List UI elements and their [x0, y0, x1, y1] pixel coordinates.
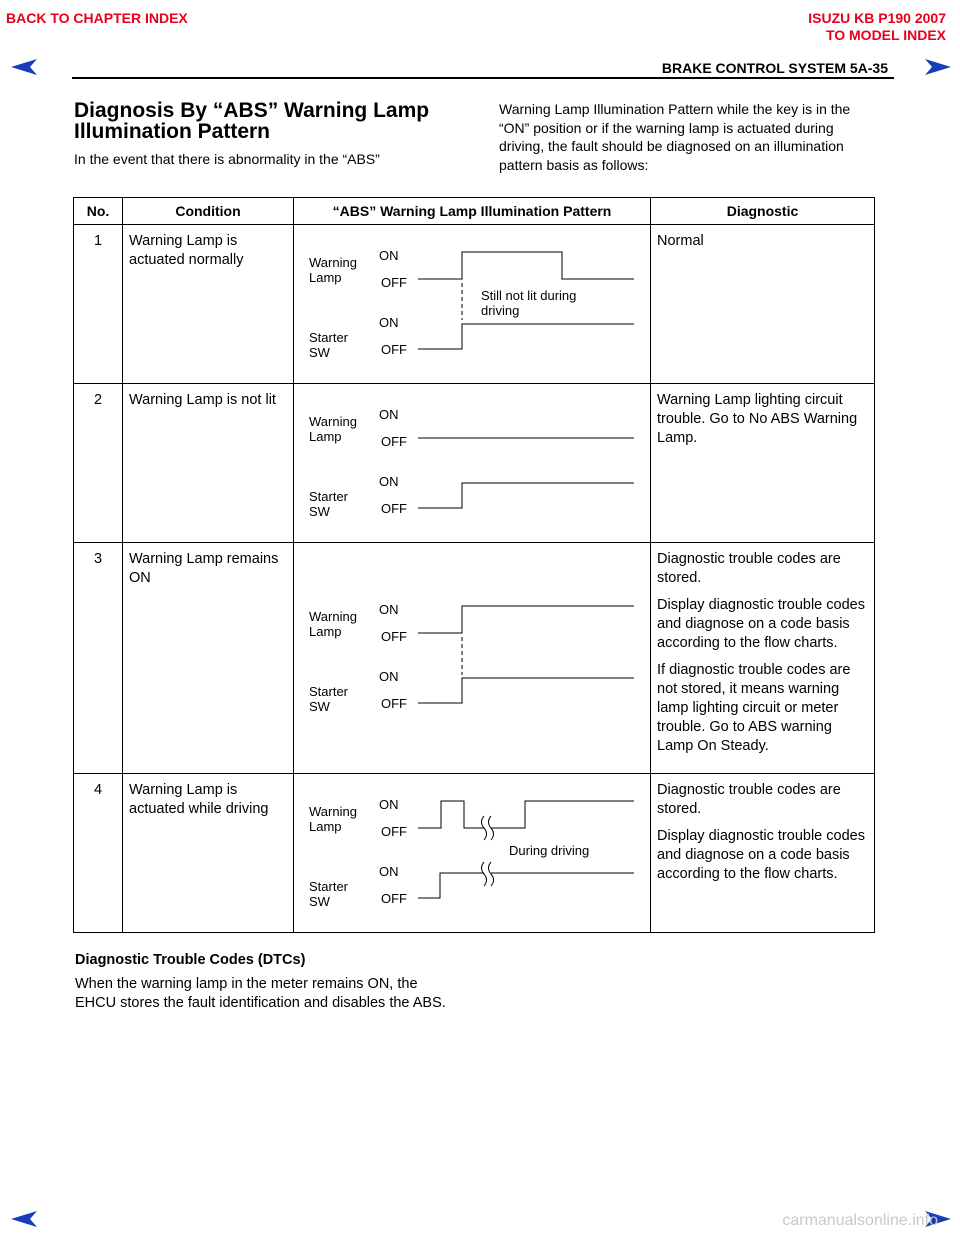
header-condition: Condition: [123, 198, 294, 225]
previous-page-bottom-arrow-icon[interactable]: [10, 1210, 38, 1228]
table-row: [74, 543, 875, 774]
header-pattern: “ABS” Warning Lamp Illumination Pattern: [294, 198, 651, 225]
on-label: ON: [379, 248, 399, 263]
warning-lamp-waveform: [418, 801, 484, 828]
off-label: OFF: [381, 275, 407, 290]
on-label: ON: [379, 602, 399, 617]
warning-label-line2: Lamp: [309, 819, 342, 834]
off-label: OFF: [381, 629, 407, 644]
intro-text-right: Warning Lamp Illumination Pattern while the key is in the “ON” position or if the warning lamp is actuated during driving, the fault should be diagnosed on an illumination pattern basis as follows:: [499, 101, 851, 173]
intro-text-left: In the event that there is abnormality in the “ABS”: [74, 151, 380, 167]
section-title: BRAKE CONTROL SYSTEM 5A-35: [661, 60, 888, 76]
header-no: No.: [74, 198, 123, 225]
previous-page-arrow-icon[interactable]: [10, 58, 38, 76]
to-model-index-link[interactable]: TO MODEL INDEX: [825, 27, 946, 43]
starter-sw-waveform: [418, 873, 484, 898]
dtc-paragraph: When the warning lamp in the meter remains ON, the EHCU stores the fault identification and disables the ABS.: [75, 976, 446, 1011]
starter-label-line1: Starter: [309, 684, 349, 699]
warning-label-line1: Warning: [309, 255, 357, 270]
starter-label-line1: Starter: [309, 330, 349, 345]
pattern-note: During driving: [509, 843, 590, 858]
on-label: ON: [379, 669, 399, 684]
model-name-link[interactable]: ISUZU KB P190 2007: [808, 10, 946, 26]
illumination-pattern-table: [73, 197, 875, 933]
warning-lamp-waveform: [418, 252, 634, 279]
on-label: ON: [379, 797, 399, 812]
starter-sw-waveform: [418, 678, 634, 703]
starter-label-line1: Starter: [309, 489, 349, 504]
row-condition: Warning Lamp is not lit: [123, 384, 294, 543]
warning-label-line1: Warning: [309, 414, 357, 429]
row-number: 1: [74, 225, 123, 384]
row-number: 4: [74, 774, 123, 933]
dtc-subheading: Diagnostic Trouble Codes (DTCs): [75, 952, 306, 968]
off-label: OFF: [381, 434, 407, 449]
back-to-chapter-index-link[interactable]: BACK TO CHAPTER INDEX: [6, 10, 188, 26]
pattern-diagram: [294, 225, 651, 384]
off-label: OFF: [381, 342, 407, 357]
warning-lamp-waveform: [418, 606, 634, 633]
off-label: OFF: [381, 501, 407, 516]
off-label: OFF: [381, 824, 407, 839]
table-header-row: [74, 198, 875, 225]
starter-label-line2: SW: [309, 345, 330, 360]
row-diagnostic: Diagnostic trouble codes are stored. Display diagnostic trouble codes and diagnose on a code basis according to the flow charts.: [651, 774, 875, 933]
starter-label-line1: Starter: [309, 879, 349, 894]
pattern-diagram: [294, 384, 651, 543]
starter-sw-waveform: [418, 324, 634, 349]
off-label: OFF: [381, 696, 407, 711]
on-label: ON: [379, 315, 399, 330]
header-diagnostic: Diagnostic: [651, 198, 875, 225]
pattern-note-line1: Still not lit during: [481, 288, 577, 303]
row-number: 3: [74, 543, 123, 774]
time-break-icon: [482, 862, 494, 886]
pattern-diagram: [294, 774, 651, 933]
on-label: ON: [379, 407, 399, 422]
page-heading: Diagnosis By “ABS” Warning Lamp Illumination Pattern: [74, 99, 430, 143]
row-condition: Warning Lamp is actuated normally: [123, 225, 294, 384]
warning-label-line2: Lamp: [309, 624, 342, 639]
table-row: [74, 225, 875, 384]
off-label: OFF: [381, 891, 407, 906]
warning-label-line1: Warning: [309, 804, 357, 819]
table-row: [74, 774, 875, 933]
row-diagnostic: Normal: [651, 225, 875, 384]
starter-label-line2: SW: [309, 894, 330, 909]
pattern-diagram: [294, 543, 651, 774]
warning-label-line2: Lamp: [309, 429, 342, 444]
starter-label-line2: SW: [309, 504, 330, 519]
row-number: 2: [74, 384, 123, 543]
next-page-arrow-icon[interactable]: [924, 58, 952, 76]
starter-sw-waveform: [418, 483, 634, 508]
row-condition: Warning Lamp is actuated while driving: [123, 774, 294, 933]
row-diagnostic: Warning Lamp lighting circuit trouble. Go to No ABS Warning Lamp.: [651, 384, 875, 543]
watermark-text: carmanualsonline.info: [782, 1212, 938, 1229]
starter-label-line2: SW: [309, 699, 330, 714]
warning-lamp-waveform-after-break: [491, 801, 634, 828]
on-label: ON: [379, 864, 399, 879]
row-diagnostic: Diagnostic trouble codes are stored. Display diagnostic trouble codes and diagnose on a code basis according to the flow charts. If diagnostic trouble codes are not stored, it means warning lamp lighting circuit or meter trouble. Go to ABS warning Lamp On Steady.: [651, 543, 875, 774]
table-row: [74, 384, 875, 543]
warning-label-line2: Lamp: [309, 270, 342, 285]
on-label: ON: [379, 474, 399, 489]
pattern-note-line2: driving: [481, 303, 520, 318]
warning-label-line1: Warning: [309, 609, 357, 624]
row-condition: Warning Lamp remains ON: [123, 543, 294, 774]
header-divider: [72, 77, 894, 79]
